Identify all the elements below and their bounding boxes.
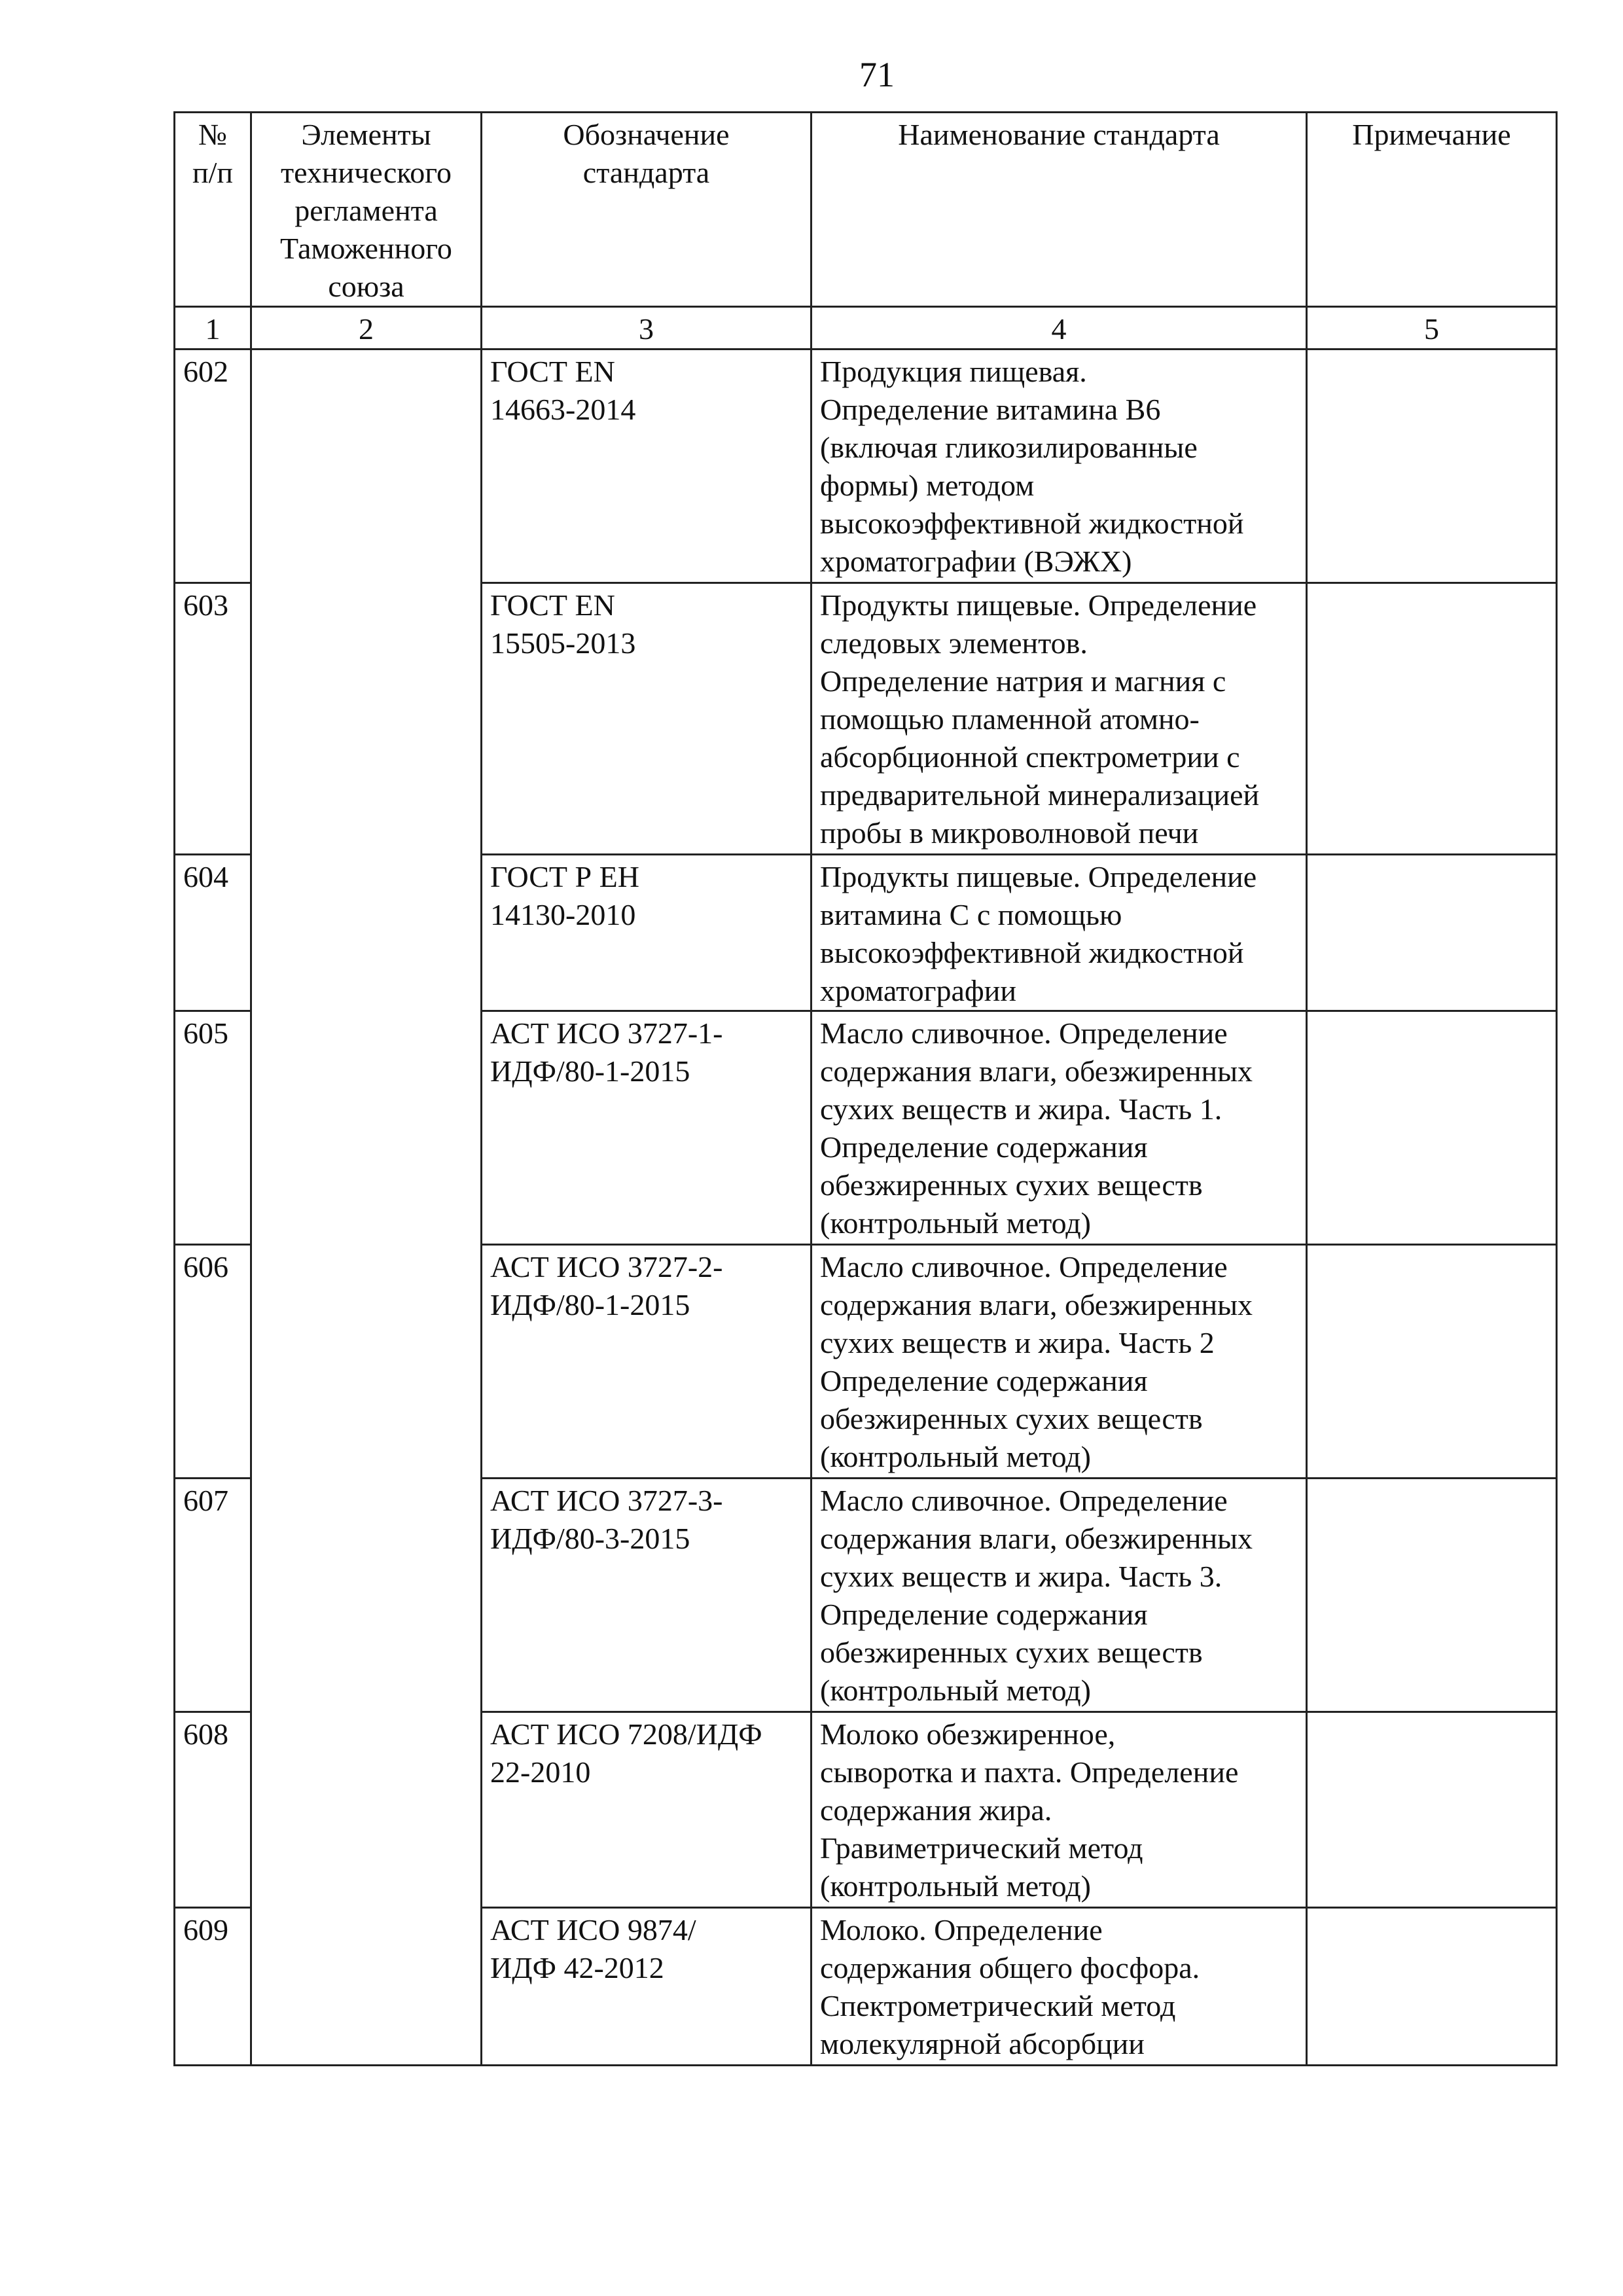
- table-header-row: [175, 113, 1557, 307]
- row-number: 609: [175, 1908, 251, 2066]
- note-cell: [1307, 1479, 1557, 1712]
- note-cell: [1307, 1245, 1557, 1479]
- header-elements: Элементы технического регламента Таможенного союза: [251, 113, 482, 307]
- standard-designation: АСТ ИСО 3727-3- ИДФ/80-3-2015: [482, 1479, 812, 1712]
- standard-designation: ГОСТ EN 15505-2013: [482, 583, 812, 855]
- standard-name: Продукты пищевые. Определение следовых элементов. Определение натрия и магния с помощью пламенной атомно- абсорбционной спектрометрии с предварительной минерализацией пробы в микроволновой печи: [812, 583, 1307, 855]
- note-cell: [1307, 350, 1557, 583]
- header-name: Наименование стандарта: [812, 113, 1307, 307]
- row-number: 608: [175, 1712, 251, 1908]
- standard-designation: АСТ ИСО 3727-2- ИДФ/80-1-2015: [482, 1245, 812, 1479]
- standard-name: Масло сливочное. Определение содержания влаги, обезжиренных сухих веществ и жира. Часть 3. Определение содержания обезжиренных сухих веществ (контрольный метод): [812, 1479, 1307, 1712]
- note-cell: [1307, 1908, 1557, 2066]
- column-number: 4: [812, 307, 1307, 350]
- header-note: Примечание: [1307, 113, 1557, 307]
- row-number: 604: [175, 855, 251, 1011]
- row-number: 602: [175, 350, 251, 583]
- standard-designation: АСТ ИСО 3727-1- ИДФ/80-1-2015: [482, 1011, 812, 1245]
- row-number: 605: [175, 1011, 251, 1245]
- header-num: № п/п: [175, 113, 251, 307]
- table-row: [175, 350, 1557, 583]
- elements-cell: [251, 350, 482, 2066]
- column-number: 2: [251, 307, 482, 350]
- standard-name: Молоко обезжиренное, сыворотка и пахта. Определение содержания жира. Гравиметрический метод (контрольный метод): [812, 1712, 1307, 1908]
- standard-designation: ГОСТ EN 14663-2014: [482, 350, 812, 583]
- note-cell: [1307, 1011, 1557, 1245]
- standard-designation: АСТ ИСО 7208/ИДФ 22-2010: [482, 1712, 812, 1908]
- standard-designation: ГОСТ Р ЕН 14130-2010: [482, 855, 812, 1011]
- standard-name: Масло сливочное. Определение содержания влаги, обезжиренных сухих веществ и жира. Часть 2 Определение содержания обезжиренных сухих веществ (контрольный метод): [812, 1245, 1307, 1479]
- row-number: 603: [175, 583, 251, 855]
- standard-name: Масло сливочное. Определение содержания влаги, обезжиренных сухих веществ и жира. Часть 1. Определение содержания обезжиренных сухих веществ (контрольный метод): [812, 1011, 1307, 1245]
- standard-name: Молоко. Определение содержания общего фосфора. Спектрометрический метод молекулярной абсорбции: [812, 1908, 1307, 2066]
- row-number: 606: [175, 1245, 251, 1479]
- column-number-row: [175, 307, 1557, 350]
- row-number: 607: [175, 1479, 251, 1712]
- standard-designation: АСТ ИСО 9874/ ИДФ 42-2012: [482, 1908, 812, 2066]
- note-cell: [1307, 1712, 1557, 1908]
- page-number: 71: [859, 55, 895, 94]
- column-number: 5: [1307, 307, 1557, 350]
- standard-name: Продукты пищевые. Определение витамина С с помощью высокоэффективной жидкостной хроматографии: [812, 855, 1307, 1011]
- header-designation: Обозначение стандарта: [482, 113, 812, 307]
- standard-name: Продукция пищевая. Определение витамина В6 (включая гликозилированные формы) методом высокоэффективной жидкостной хроматографии (ВЭЖХ): [812, 350, 1307, 583]
- note-cell: [1307, 583, 1557, 855]
- column-number: 1: [175, 307, 251, 350]
- standards-table: [173, 111, 1558, 2066]
- note-cell: [1307, 855, 1557, 1011]
- column-number: 3: [482, 307, 812, 350]
